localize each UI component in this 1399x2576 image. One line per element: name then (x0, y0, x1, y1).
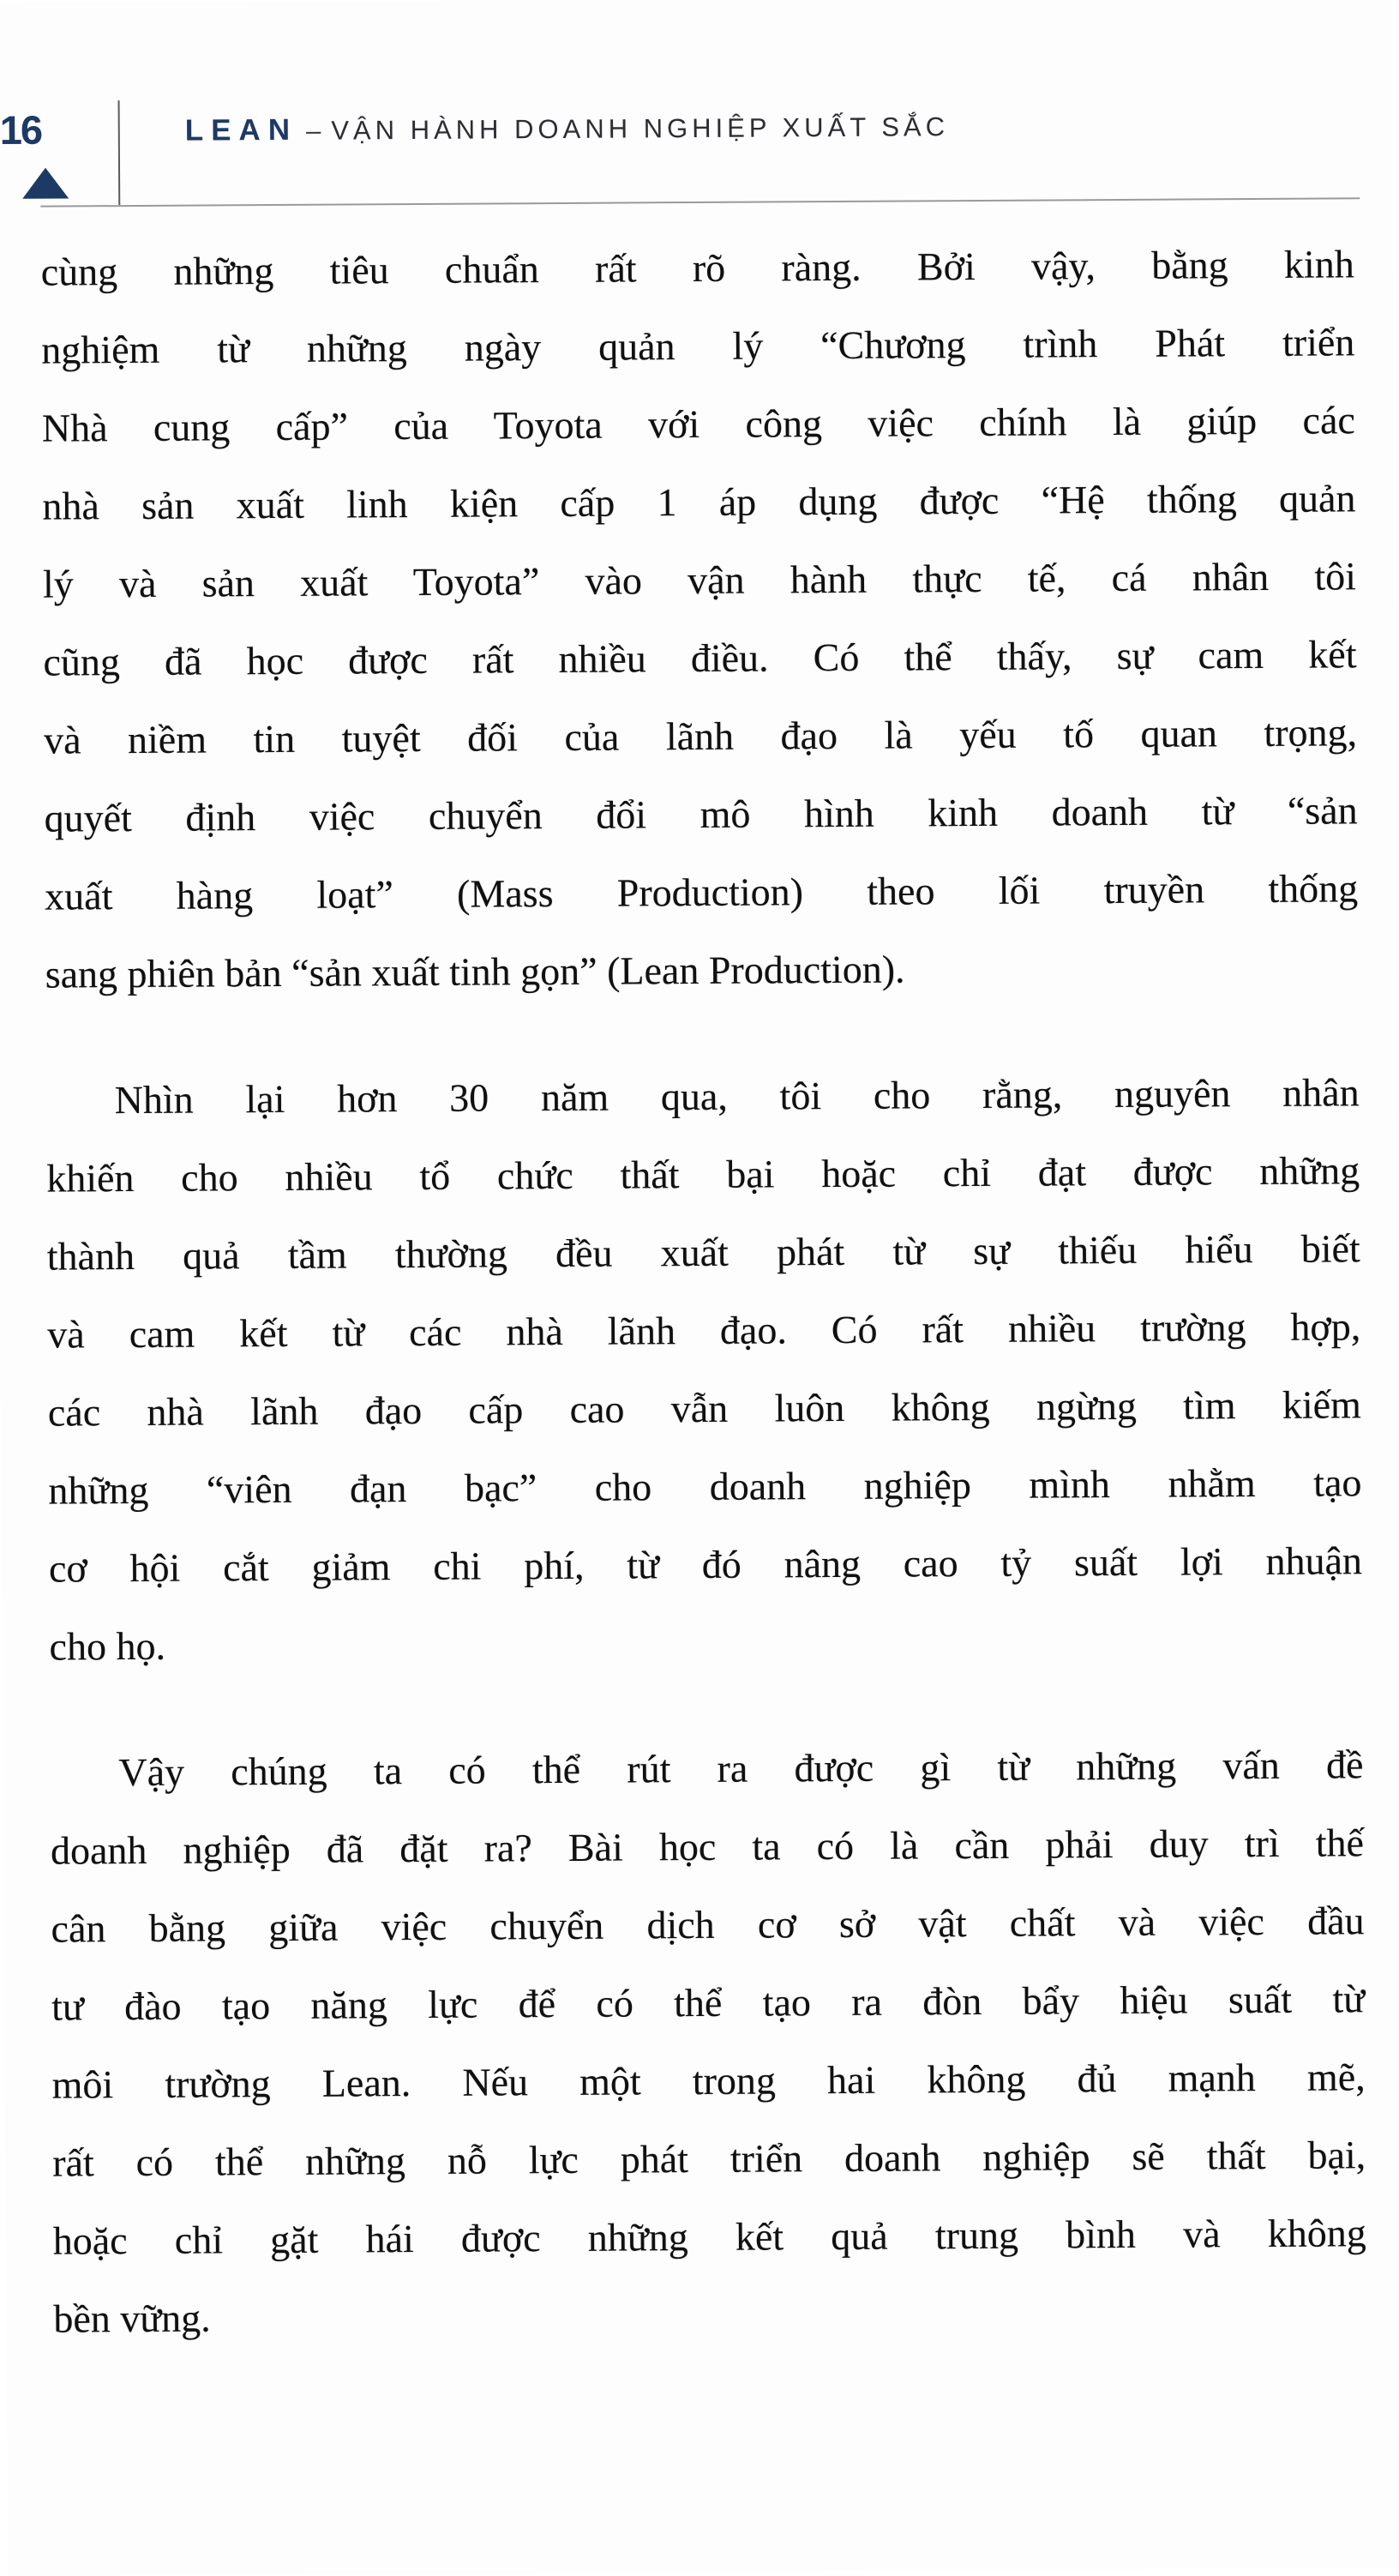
paragraph (40, 225, 1359, 1013)
text-line: khiến cho nhiều tổ chức thất bại hoặc chỉ đạt được những (46, 1148, 1360, 1201)
text-line: sang phiên bản “sản xuất tinh gọn” (Lean Production). (45, 947, 905, 996)
text-line: cho họ. (49, 1623, 166, 1669)
text-line: cơ hội cắt giảm chi phí, từ đó nâng cao tỷ suất lợi nhuận (48, 1538, 1363, 1591)
paragraph (50, 1725, 1366, 2357)
page-number: 16 (0, 106, 42, 153)
running-title (185, 109, 950, 147)
text-line: các nhà lãnh đạo cấp cao vẫn luôn không ngừng tìm kiếm (47, 1382, 1362, 1435)
text-line: và cam kết từ các nhà lãnh đạo. Có rất nhiều trường hợp, (47, 1304, 1361, 1357)
text-line: hoặc chỉ gặt hái được những kết quả trung bình và không (52, 2211, 1366, 2263)
text-line: nghiệm từ những ngày quản lý “Chương trình Phát triển (41, 320, 1355, 372)
text-line: môi trường Lean. Nếu một trong hai không đủ mạnh mẽ, (51, 2055, 1366, 2107)
text-line: tư đào tạo năng lực để có thể tạo ra đòn bẩy hiệu suất từ (51, 1977, 1366, 2029)
text-line: và niềm tin tuyệt đối của lãnh đạo là yếu tố quan trọng, (43, 710, 1358, 762)
text-line: thành quả tầm thường đều xuất phát từ sự thiếu hiểu biết (46, 1226, 1360, 1279)
text-line: cân bằng giữa việc chuyển dịch cơ sở vật chất và việc đầu (51, 1899, 1365, 1951)
text-line: xuất hàng loạt” (Mass Production) theo lối truyền thống (45, 866, 1359, 918)
header-vertical-divider (118, 100, 121, 205)
paragraph (45, 1053, 1362, 1685)
running-header (0, 96, 1358, 206)
book-title-highlight: LEAN (184, 112, 298, 147)
text-line: Vậy chúng ta có thể rút ra được gì từ những vấn đề (118, 1742, 1364, 1795)
text-line: quyết định việc chuyển đổi mô hình kinh doanh từ “sản (44, 788, 1358, 840)
text-line: doanh nghiệp đã đặt ra? Bài học ta có là cần phải duy trì thế (50, 1821, 1365, 1873)
text-line: bền vững. (53, 2296, 211, 2341)
text-line: Nhà cung cấp” của Toyota với công việc chính là giúp các (41, 398, 1356, 450)
text-line: lý và sản xuất Toyota” vào vận hành thực tế, cá nhân tôi (42, 554, 1357, 606)
text-line: những “viên đạn bạc” cho doanh nghiệp mình nhằm tạo (48, 1460, 1362, 1513)
text-line: rất có thể những nỗ lực phát triển doanh nghiệp sẽ thất bại, (52, 2133, 1366, 2185)
title-separator: – (305, 115, 325, 146)
body-text (40, 225, 1366, 2357)
triangle-up-icon (22, 167, 69, 198)
text-line: cũng đã học được rất nhiều điều. Có thể thấy, sự cam kết (43, 632, 1357, 684)
text-line: nhà sản xuất linh kiện cấp 1 áp dụng được “Hệ thống quản (42, 476, 1356, 528)
book-title-rest: VẬN HÀNH DOANH NGHIỆP XUẤT SẮC (331, 111, 950, 146)
text-line: cùng những tiêu chuẩn rất rõ ràng. Bởi vậy, bằng kinh (40, 242, 1354, 294)
text-line: Nhìn lại hơn 30 năm qua, tôi cho rằng, nguyên nhân (114, 1070, 1360, 1122)
